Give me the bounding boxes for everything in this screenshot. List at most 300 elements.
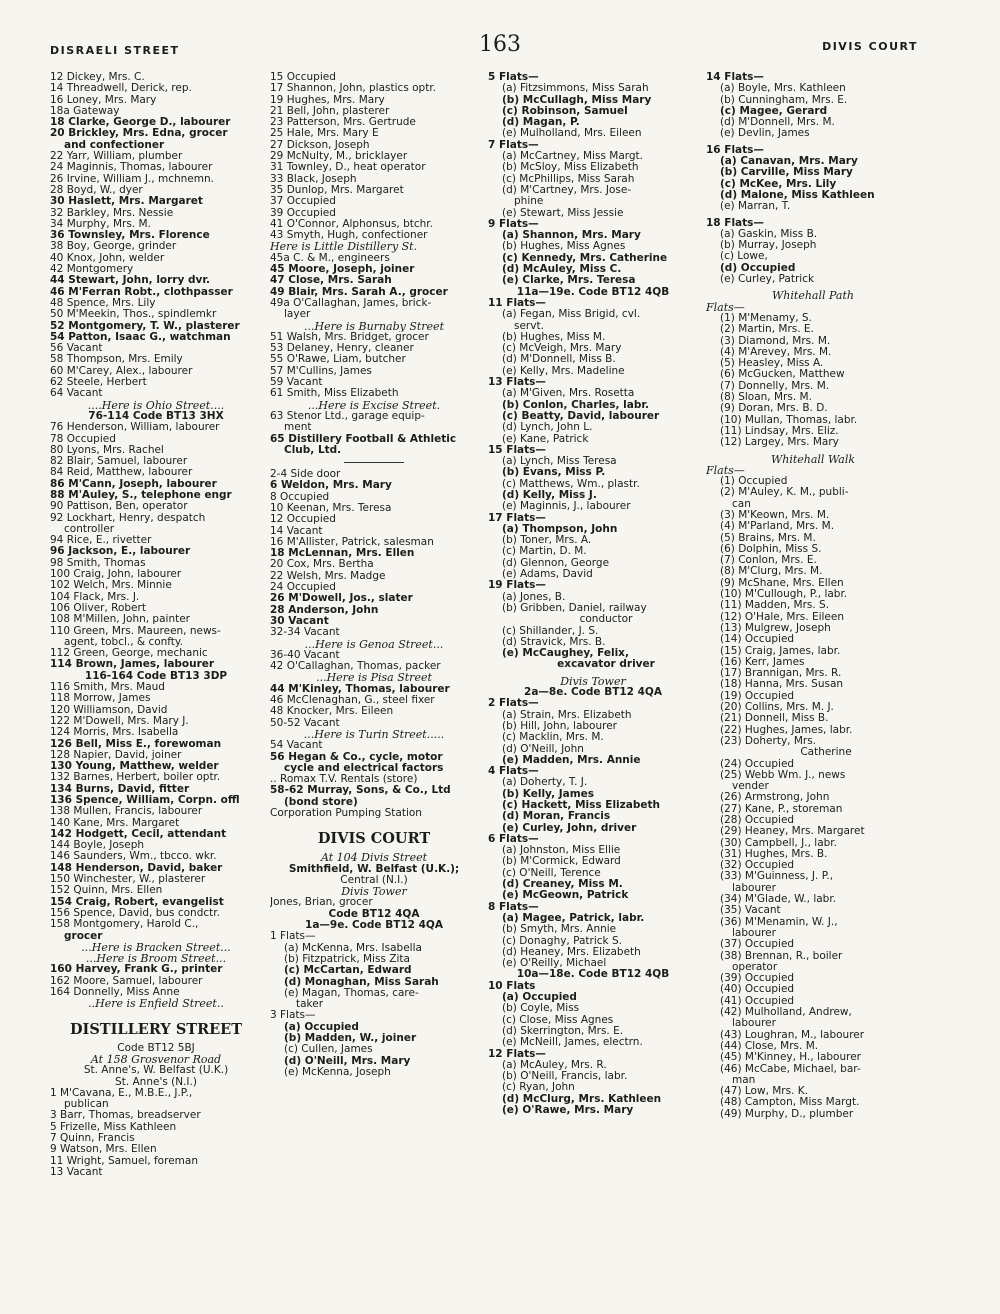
directory-entry: 62 Steele, Herbert [50,377,147,389]
directory-entry: (45) M'Kinney, H., labourer [720,1052,861,1064]
directory-entry: can [732,498,751,510]
street-note: ...Here is Turin Street..... [303,728,445,741]
directory-entry: (31) Hughes, Mrs. B. [720,848,828,860]
directory-entry: 50 M'Meekin, Thos., spindlemkr [50,309,217,321]
header-left-street: DISRAELI STREET [50,44,180,57]
directory-entry: 2a—8e. Code BT12 4QA [524,687,662,699]
directory-entry: (41) Occupied [720,995,795,1007]
directory-entry: (1) Occupied [720,476,788,488]
directory-entry: 13 Flats— [488,377,546,389]
directory-entry: (d) M'Donnell, Mrs. M. [720,117,835,129]
directory-entry: 8 Flats— [488,901,539,913]
directory-entry: (36) M'Menamin, W. J., [720,916,838,928]
directory-entry: (b) Kelly, James [502,788,595,800]
directory-entry: (29) Heaney, Mrs. Margaret [720,826,865,838]
directory-entry: (c) McKee, Mrs. Lily [720,178,837,190]
directory-entry: 26 M'Dowell, Jos., slater [270,593,413,605]
directory-entry: phine [514,196,544,208]
street-heading: DISTILLERY STREET [69,1020,243,1038]
directory-entry: (d) O'Neill, Mrs. Mary [284,1055,411,1067]
directory-entry: (26) Armstrong, John [720,792,830,804]
directory-column-1 [50,72,262,1178]
directory-entry: (c) Close, Miss Agnes [502,1014,614,1026]
directory-entry: (17) Brannigan, Mrs. R. [720,668,842,680]
directory-entry: (e) Kelly, Mrs. Madeline [502,365,625,377]
directory-entry: 34 Murphy, Mrs. M. [50,218,151,230]
directory-entry: St. Anne's (N.I.) [115,1076,197,1088]
directory-entry: (8) Sloan, Mrs. M. [720,392,812,404]
directory-entry: (e) Kane, Patrick [502,433,589,445]
directory-entry: (e) Mulholland, Mrs. Eileen [502,128,642,140]
directory-entry: 146 Saunders, Wm., tbcco. wkr. [50,851,217,863]
directory-entry: (4) M'Parland, Mrs. M. [720,521,835,533]
directory-entry: (12) Largey, Mrs. Mary [720,437,839,449]
directory-entry: 30 Vacant [270,615,329,627]
directory-entry: 116-164 Code BT13 3DP [84,670,228,682]
directory-entry: 28 Boyd, W., dyer [50,184,143,196]
directory-entry: 92 Lockhart, Henry, despatch [50,512,206,524]
directory-entry: (e) Marran, T. [720,201,791,213]
directory-entry: excavator driver [557,659,655,671]
street-note: ...Here is Burnaby Street [304,320,444,332]
street-note: ...Here is Pisa Street [316,672,432,684]
directory-entry: 54 Vacant [270,740,323,752]
directory-entry: 16 Flats— [706,144,764,156]
street-note: Whitehall Path [772,290,854,302]
directory-entry: (a) Occupied [284,1021,359,1033]
directory-entry: (6) McGucken, Matthew [720,369,845,381]
street-note: ...Here is Broom Street... [85,953,227,965]
directory-entry: 32 Barkley, Mrs. Nessie [50,207,174,219]
directory-entry: (d) Moran, Francis [502,811,611,823]
directory-entry: (d) M'Cartney, Mrs. Jose- [502,184,632,196]
directory-entry: 9 Watson, Mrs. Ellen [50,1144,157,1156]
directory-entry: (24) Occupied [720,758,795,770]
directory-entry: 12 Dickey, Mrs. C. [50,72,145,83]
directory-entry: (46) McCabe, Michael, bar- [720,1063,861,1075]
directory-entry: (23) Doherty, Mrs. [720,735,817,747]
directory-entry: (a) McKenna, Mrs. Isabella [284,942,422,954]
directory-entry: (a) Jones, B. [502,591,566,603]
directory-entry: (8) M'Clurg, Mrs. M. [720,566,823,578]
directory-entry: (a) Doherty, T. J. [502,777,588,789]
directory-entry: (28) Occupied [720,815,795,826]
directory-entry: 44 Stewart, John, lorry dvr. [50,275,211,287]
directory-entry: 20 Brickley, Mrs. Edna, grocer [50,128,228,140]
directory-entry: cycle and electrical factors [284,762,444,774]
directory-entry: 130 Young, Matthew, welder [50,761,219,773]
directory-entry: 55 O'Rawe, Liam, butcher [270,354,406,366]
directory-entry: (b) Evans, Miss P. [502,467,606,479]
directory-entry: (c) McVeigh, Mrs. Mary [502,343,622,355]
directory-entry: 47 Close, Mrs. Sarah [270,275,392,287]
directory-entry: (b) Gribben, Daniel, railway [502,602,647,614]
directory-entry: (c) Kennedy, Mrs. Catherine [502,252,668,264]
directory-entry: 43 Smyth, Hugh, confectioner [270,230,428,242]
directory-entry: 16 Loney, Mrs. Mary [50,94,157,106]
directory-entry: 94 Rice, E., rivetter [50,535,152,547]
directory-entry: layer [284,309,311,321]
directory-entry: controller [64,523,115,535]
page-header [0,32,1000,62]
directory-entry: 158 Montgomery, Harold C., [50,919,199,931]
directory-entry: 36-40 Vacant [270,649,340,661]
directory-entry: 30 Haslett, Mrs. Margaret [50,196,203,208]
directory-entry: 13 Vacant [50,1166,103,1178]
directory-entry: (c) McPhillips, Miss Sarah [502,173,635,185]
directory-entry: 22 Yarr, William, plumber [50,151,183,163]
directory-entry: (2) Martin, Mrs. E. [720,324,814,336]
directory-entry: (44) Close, Mrs. M. [720,1040,819,1052]
directory-entry: 46 McClenaghan, G., steel fixer [270,695,435,707]
directory-entry: (27) Kane, P., storeman [720,803,843,815]
directory-entry: (19) Occupied [720,690,795,702]
directory-column-3 [488,72,698,1116]
directory-entry: 45 Moore, Joseph, joiner [270,264,415,276]
directory-entry: 120 Williamson, David [50,704,168,716]
directory-entry: 35 Dunlop, Mrs. Margaret [270,184,404,196]
directory-entry: (b) Hughes, Miss Agnes [502,241,626,253]
directory-entry: (d) McClurg, Mrs. Kathleen [502,1093,662,1105]
directory-entry: 64 Vacant [50,388,103,400]
directory-entry: (b) McCullagh, Miss Mary [502,94,652,106]
directory-entry: (14) Occupied [720,634,795,646]
directory-entry: (c) Beatty, David, labourer [502,410,660,422]
directory-entry: 4 Flats— [488,766,539,778]
directory-entry: 65 Distillery Football & Athletic [270,433,457,445]
directory-entry: (e) Curley, John, driver [502,822,637,834]
directory-entry: 14 Flats— [706,72,764,83]
directory-entry: (9) McShane, Mrs. Ellen [720,577,844,589]
directory-entry: (b) Carville, Miss Mary [720,167,853,179]
directory-entry: 46 M'Ferran Robt., clothpasser [50,286,233,298]
directory-entry: publican [64,1099,109,1111]
directory-entry: (c) Macklin, Mrs. M. [502,732,604,744]
directory-entry: 27 Dickson, Joseph [270,139,370,151]
street-note: ...Here is Genoa Street... [304,638,444,650]
directory-entry: 118 Morrow, James [50,693,151,705]
directory-entry: (c) Shillander, J. S. [502,625,599,637]
directory-entry: 18 Flats— [706,217,764,229]
street-note: ...Here is Bracken Street... [81,941,231,954]
directory-entry: (a) Boyle, Mrs. Kathleen [720,83,846,95]
directory-entry: 128 Napier, David, joiner [50,749,182,761]
directory-entry: Club, Ltd. [284,444,342,456]
directory-entry: 12 Occupied [270,514,336,526]
directory-entry: 76 Henderson, William, labourer [50,422,220,434]
directory-entry: (15) Craig, James, labr. [720,645,841,657]
directory-entry: 138 Mullen, Francis, labourer [50,806,203,818]
directory-entry: 23 Patterson, Mrs. Gertrude [270,117,416,129]
directory-entry: 28 Anderson, John [270,604,379,616]
directory-entry: (b) Fitzpatrick, Miss Zita [284,953,410,965]
directory-entry: 37 Occupied [270,196,336,208]
directory-entry: 19 Flats— [488,580,546,592]
directory-entry: (13) Mulgrew, Joseph [720,622,831,634]
directory-entry: 45a C. & M., engineers [270,252,390,264]
directory-entry: (40) Occupied [720,984,795,996]
directory-entry: (a) Fitzsimmons, Miss Sarah [502,83,649,95]
directory-entry: (a) Thompson, John [502,523,618,535]
directory-entry: (3) M'Keown, Mrs. M. [720,509,830,521]
directory-entry: 112 Green, George, mechanic [50,648,208,660]
directory-entry: (12) O'Hale, Mrs. Eileen [720,611,844,623]
directory-entry: (a) Strain, Mrs. Elizabeth [502,709,632,721]
directory-entry: 36 Townsley, Mrs. Florence [50,230,210,242]
directory-entry: Code BT12 4QA [328,908,420,920]
directory-entry: 49 Blair, Mrs. Sarah A., grocer [270,286,448,298]
directory-entry: 84 Reid, Matthew, labourer [50,467,193,479]
directory-entry: (e) Magan, Thomas, care- [284,987,419,999]
directory-entry: (e) O'Rawe, Mrs. Mary [502,1105,634,1117]
directory-entry: 102 Welch, Mrs. Minnie [50,580,172,592]
directory-entry: 78 Occupied [50,433,116,445]
directory-entry: (a) Lynch, Miss Teresa [502,456,617,468]
directory-entry: (e) Adams, David [502,569,593,581]
directory-entry: 18 Clarke, George D., labourer [50,117,231,129]
directory-entry: 124 Morris, Mrs. Isabella [50,727,179,739]
directory-entry: 144 Boyle, Joseph [50,840,145,852]
directory-entry: (c) Robinson, Samuel [502,105,628,117]
directory-entry: (b) Hughes, Miss M. [502,331,606,343]
directory-entry: 44 M'Kinley, Thomas, labourer [270,683,450,695]
directory-entry: 5 Flats— [488,72,539,83]
page-number: 163 [479,32,521,57]
street-note: Divis Tower [560,675,626,688]
directory-entry: (a) Magee, Patrick, labr. [502,912,645,924]
directory-entry: .. Romax T.V. Rentals (store) [270,774,418,786]
section-divider [344,462,404,463]
directory-entry: 50-52 Vacant [270,717,340,729]
directory-entry: (e) McGeown, Patrick [502,890,629,902]
directory-entry: 122 M'Dowell, Mrs. Mary J. [50,715,189,727]
directory-entry: 114 Brown, James, labourer [50,659,215,671]
directory-entry: 134 Burns, David, fitter [50,783,190,795]
directory-entry: ment [284,422,312,434]
directory-entry: 21 Bell, John, plasterer [270,105,390,117]
directory-entry: 150 Winchester, W., plasterer [50,874,206,886]
spacer [50,1010,262,1015]
directory-entry: (d) Creaney, Miss M. [502,879,623,891]
directory-entry: 106 Oliver, Robert [50,602,146,614]
directory-entry: and confectioner [64,139,165,151]
directory-entry: (48) Campton, Miss Margt. [720,1097,860,1109]
directory-entry: 154 Craig, Robert, evangelist [50,896,224,908]
street-note: At 104 Divis Street [320,852,428,864]
directory-entry: 1a—9e. Code BT12 4QA [305,920,443,932]
directory-entry: (b) Cunningham, Mrs. E. [720,94,848,106]
street-note: Here is Little Distillery St. [270,241,418,253]
directory-entry: 63 Stenor Ltd., garage equip- [270,410,425,422]
directory-entry: 31 Townley, D., heat operator [270,162,426,174]
directory-entry: 100 Craig, John, labourer [50,569,182,581]
directory-entry: (d) Heaney, Mrs. Elizabeth [502,946,641,958]
directory-entry: 1 M'Cavana, E., M.B.E., J.P., [50,1087,193,1099]
directory-entry: 56 Vacant [50,343,103,355]
directory-column-2 [270,72,478,1078]
directory-entry: (e) McCaughey, Felix, [502,648,629,660]
directory-entry: 18a Gateway [50,105,120,117]
directory-entry: (25) Webb Wm. J., news [720,769,846,781]
directory-entry: 164 Donnelly, Miss Anne [50,987,180,999]
directory-entry: 57 M'Cullins, James [270,365,372,377]
directory-entry: 10a—18e. Code BT12 4QB [516,969,670,981]
directory-entry: 126 Bell, Miss E., forewoman [50,738,222,750]
directory-entry: (b) Smyth, Mrs. Annie [502,924,617,936]
directory-entry: 7 Quinn, Francis [50,1133,135,1145]
directory-entry: (d) Stravick, Mrs. B. [502,636,606,648]
directory-entry: 6 Weldon, Mrs. Mary [270,480,392,492]
directory-entry: (a) McAuley, Mrs. R. [502,1059,607,1071]
directory-entry: servt. [514,320,544,332]
directory-entry: (16) Kerr, James [720,656,805,668]
directory-entry: 48 Knocker, Mrs. Eileen [270,706,394,718]
directory-entry: 12 Flats— [488,1048,546,1060]
directory-entry: (10) M'Cullough, P., labr. [720,589,848,601]
directory-entry: 33 Black, Joseph [270,173,357,185]
directory-entry: 32-34 Vacant [270,627,340,639]
directory-entry: (e) McNeill, James, electrn. [502,1037,643,1049]
directory-entry: 10 Flats [488,980,536,992]
directory-entry: 54 Patton, Isaac G., watchman [50,331,231,343]
directory-entry: 90 Pattison, Ben, operator [50,501,188,513]
street-note: Divis Tower [341,886,407,898]
directory-entry: 132 Barnes, Herbert, boiler optr. [50,772,221,784]
directory-entry: (c) Martin, D. M. [502,546,587,558]
directory-entry: 17 Flats— [488,512,546,524]
directory-entry: 15 Flats— [488,444,546,456]
directory-entry: 80 Lyons, Mrs. Rachel [50,444,164,456]
directory-entry: (b) M'Cormick, Edward [502,856,621,868]
directory-entry: Catherine [800,747,852,759]
directory-entry: 116 Smith, Mrs. Maud [50,682,165,694]
directory-entry: 10 Keenan, Mrs. Teresa [270,502,392,514]
street-note: ..Here is Enfield Street.. [88,998,224,1010]
directory-entry: (b) McSloy, Miss Elizabeth [502,162,639,174]
directory-entry: Code BT12 5BJ [117,1042,195,1054]
directory-entry: (42) Mulholland, Andrew, [720,1007,852,1019]
directory-entry: (b) Toner, Mrs. A. [502,535,592,547]
directory-entry: (49) Murphy, D., plumber [720,1108,854,1120]
directory-entry: (32) Occupied [720,860,795,872]
directory-entry: (e) Curley, Patrick [720,274,815,286]
directory-entry: 108 M'Millen, John, painter [50,614,190,626]
directory-entry: (e) Maginnis, J., labourer [502,501,631,513]
directory-entry: 22 Welsh, Mrs. Madge [270,570,386,582]
directory-entry: 51 Walsh, Mrs. Bridget, grocer [270,331,429,343]
directory-entry: (6) Dolphin, Miss S. [720,543,822,555]
directory-entry: agent, tobcl., & confty. [64,636,183,648]
directory-entry: (a) Johnston, Miss Ellie [502,845,621,857]
directory-entry: Jones, Brian, grocer [270,897,373,909]
directory-entry: man [732,1074,756,1086]
directory-entry: (c) McCartan, Edward [284,965,412,977]
directory-entry: 140 Kane, Mrs. Margaret [50,817,180,829]
directory-entry: (47) Low, Mrs. K. [720,1086,808,1098]
directory-entry: 6 Flats— [488,833,539,845]
street-note: Flats— [706,301,745,313]
directory-entry: (5) Heasley, Miss A. [720,358,824,370]
directory-entry: 88 M'Auley, S., telephone engr [50,489,232,501]
directory-entry: conductor [579,614,633,626]
header-right-street: DIVIS COURT [822,40,918,53]
directory-entry: 42 Montgomery [50,264,134,276]
directory-entry: 142 Hodgett, Cecil, attendant [50,828,227,840]
directory-entry: 104 Flack, Mrs. J. [50,591,140,603]
directory-entry: 19 Hughes, Mrs. Mary [270,94,385,106]
directory-entry: 2 Flats— [488,698,539,710]
directory-entry: (10) Mullan, Thomas, labr. [720,414,858,426]
directory-entry: 24 Maginnis, Thomas, labourer [50,162,213,174]
directory-entry: 56 Hegan & Co., cycle, motor [270,751,443,763]
directory-entry: (21) Donnell, Miss B. [720,713,829,725]
directory-entry: 42 O'Callaghan, Thomas, packer [270,661,441,673]
directory-entry: (d) Occupied [720,262,796,274]
directory-entry: (20) Collins, Mrs. M. J. [720,702,834,714]
directory-entry: (d) Magan, P. [502,117,580,129]
directory-entry: 17 Shannon, John, plastics optr. [270,83,437,95]
directory-entry: 39 Occupied [270,207,336,219]
directory-entry: (a) M'Given, Mrs. Rosetta [502,388,635,400]
directory-entry: (e) Madden, Mrs. Annie [502,754,641,766]
directory-entry: labourer [732,1018,776,1030]
directory-entry: 7 Flats— [488,139,539,151]
directory-entry: (c) Magee, Gerard [720,105,828,117]
directory-entry: 8 Occupied [270,491,330,503]
directory-entry: operator [732,961,778,973]
directory-entry: 3 Flats— [270,1010,316,1022]
directory-entry: (4) M'Arevey, Mrs. M. [720,346,832,358]
directory-entry: 25 Hale, Mrs. Mary E [270,128,379,140]
directory-entry: labourer [732,927,776,939]
directory-entry: 162 Moore, Samuel, labourer [50,975,203,987]
directory-entry: 160 Harvey, Frank G., printer [50,964,223,976]
directory-entry: 2-4 Side door [270,469,341,481]
directory-entry: (30) Campbell, J., labr. [720,837,838,849]
directory-entry: 38 Boy, George, grinder [50,241,177,253]
directory-entry: Smithfield, W. Belfast (U.K.); [288,863,460,875]
directory-entry: (5) Brains, Mrs. M. [720,532,816,544]
directory-entry: 18 McLennan, Mrs. Ellen [270,548,415,560]
directory-entry: (2) M'Auley, K. M., publi- [720,487,849,499]
directory-entry: (c) Donaghy, Patrick S. [502,935,622,947]
directory-entry: (d) M'Donnell, Miss B. [502,354,616,366]
directory-entry: (c) Matthews, Wm., plastr. [502,478,640,490]
street-note: ...Here is Excise Street. [307,399,441,411]
directory-entry: (d) Monaghan, Miss Sarah [284,976,439,988]
directory-entry: (22) Hughes, James, labr. [720,724,853,736]
directory-entry: (3) Diamond, Mrs. M. [720,335,831,347]
directory-entry: (b) Conlon, Charles, labr. [502,399,650,411]
directory-entry: (34) M'Glade, W., labr. [720,894,837,906]
directory-entry: Corporation Pumping Station [270,808,422,819]
directory-entry: 20 Cox, Mrs. Bertha [270,559,374,571]
directory-entry: 11 Flats— [488,297,546,309]
directory-entry: 110 Green, Mrs. Maureen, news- [50,625,221,637]
directory-entry: (b) Coyle, Miss [502,1003,580,1015]
directory-entry: 14 Threadwell, Derick, rep. [50,83,192,95]
directory-entry: (d) O'Neill, John [502,743,584,755]
directory-entry: 136 Spence, William, Corpn. offl [50,795,240,806]
directory-entry: 58-62 Murray, Sons, & Co., Ltd [270,785,451,797]
directory-entry: (b) Murray, Joseph [720,240,817,252]
directory-entry: (9) Doran, Mrs. B. D. [720,403,828,415]
directory-entry: (a) McCartney, Miss Margt. [502,151,644,163]
spacer [270,819,478,824]
directory-entry: 16 M'Allister, Patrick, salesman [270,536,434,548]
directory-entry: (37) Occupied [720,939,795,951]
directory-entry: (a) Occupied [502,992,577,1004]
